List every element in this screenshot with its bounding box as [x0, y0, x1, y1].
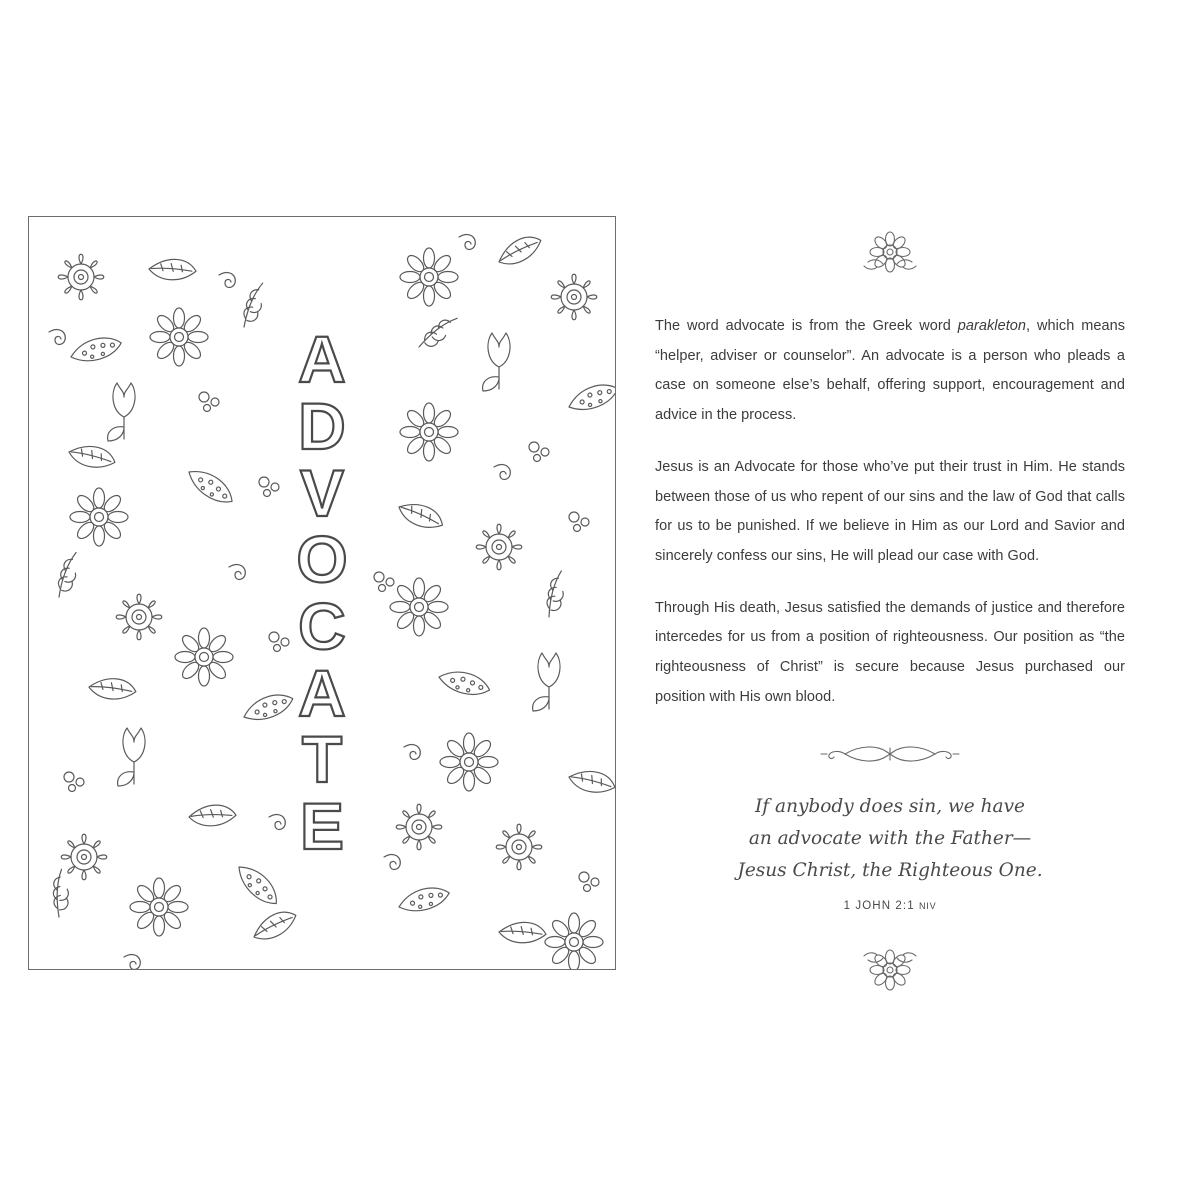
word-letter: C: [298, 589, 346, 663]
greek-word-parakleton: parakleton: [957, 318, 1026, 334]
word-letter: E: [299, 789, 345, 864]
paragraph-1-pre: The word advocate is from the Greek word: [655, 318, 958, 334]
floral-doodle-art: [29, 217, 615, 969]
paragraph-3: Through His death, Jesus satisfied the demands of justice and therefore intercedes for us from a position of righteousness. Our position as “the righteousness of Christ” is secure because Jesus purchased our position with His own blood.: [655, 599, 1125, 705]
word-letter: A: [298, 655, 346, 730]
flower-ornament-bottom: [655, 946, 1125, 994]
word-letter: T: [301, 722, 343, 797]
flower-ornament-top: [655, 230, 1125, 278]
verse-reference: [655, 900, 1125, 912]
verse-text: [655, 791, 1125, 888]
devotional-text-page: [655, 230, 1125, 950]
word-letter: O: [296, 522, 348, 597]
verse-translation: NIV: [918, 900, 937, 911]
paragraph-1: [655, 312, 1125, 431]
verse-line-2: an advocate with the Father—: [748, 828, 1032, 849]
verse-line-3: Jesus Christ, the Righteous One.: [737, 860, 1043, 882]
paragraph-1-post: , which means “helper, adviser or counselor”. An advocate is a person who pleads a case on someone else’s behalf, offering support, encouragement and advice in the process.: [655, 318, 1125, 424]
word-letter: A: [298, 322, 346, 397]
word-letter: V: [299, 455, 345, 530]
advocate-coloring-page: [28, 216, 616, 970]
verse-reference-book: 1 JOHN 2:1: [843, 899, 915, 912]
flourish-divider: [655, 743, 1125, 765]
verse-line-1: If anybody does sin, we have: [755, 795, 1025, 817]
word-letter: D: [298, 388, 346, 463]
paragraph-2: Jesus is an Advocate for those who’ve put their trust in Him. He stands between those of us who repent of our sins and the law of God that calls for us to be punished. If we believe in Him as our Lord and Savior and sincerely confess our sins, He will plead our case with God.: [655, 458, 1125, 565]
